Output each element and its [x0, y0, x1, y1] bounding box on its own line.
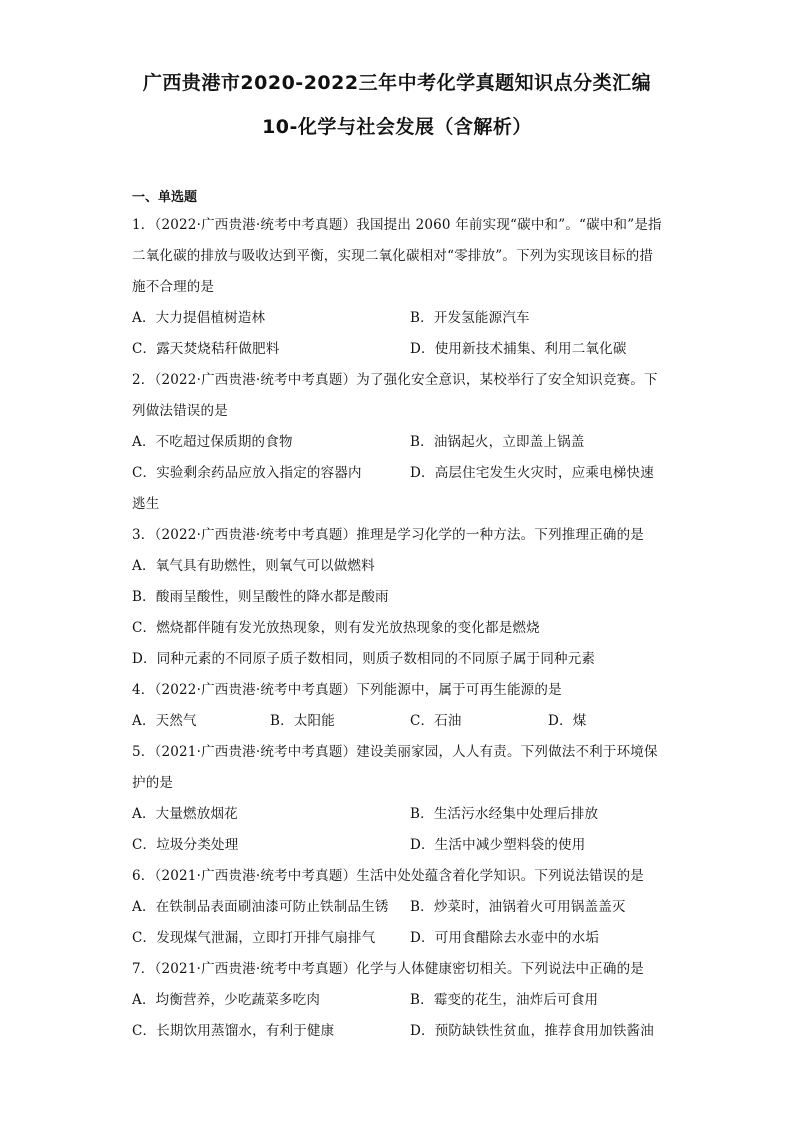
q5-option-a: A．大量燃放烟花: [132, 806, 238, 822]
q3-option-b: B．酸雨呈酸性，则呈酸性的降水都是酸雨: [132, 589, 389, 605]
q7-option-a: A．均衡营养，少吃蔬菜多吃肉: [132, 992, 321, 1008]
q1-option-b: B．开发氢能源汽车: [410, 310, 530, 326]
q4-stem-line-1: 4．（2022·广西贵港·统考中考真题）下列能源中，属于可再生能源的是: [132, 682, 562, 698]
q3-option-c: C．燃烧都伴随有发光放热现象，则有发光放热现象的变化都是燃烧: [132, 620, 540, 636]
q5-stem-line-2: 护的是: [132, 775, 174, 791]
q7-option-b: B．霉变的花生，油炸后可食用: [410, 992, 599, 1008]
q2-option-b: B．油锅起火，立即盖上锅盖: [410, 434, 585, 450]
q1-stem-line-1: 1．（2022·广西贵港·统考中考真题）我国提出 2060 年前实现“碳中和”。“碳中和”是指: [132, 217, 662, 233]
title-line-2: 10-化学与社会发展（含解析）: [262, 116, 532, 138]
q6-stem-line-1: 6．（2021·广西贵港·统考中考真题）生活中处处蕴含着化学知识。下列说法错误的是: [132, 868, 644, 884]
title-line-1: 广西贵港市2020-2022三年中考化学真题知识点分类汇编: [142, 72, 652, 94]
q6-option-a: A．在铁制品表面刷油漆可防止铁制品生锈: [132, 899, 389, 915]
q5-option-b: B．生活污水经集中处理后排放: [410, 806, 599, 822]
section-heading: 一、单选题: [132, 190, 198, 205]
q2-stem-line-2: 列做法错误的是: [132, 403, 228, 419]
q1-option-c: C．露天焚烧秸秆做肥料: [132, 341, 280, 357]
q5-option-d: D．生活中减少塑料袋的使用: [410, 837, 586, 853]
q4-option-d: D．煤: [548, 713, 587, 729]
q7-option-c: C．长期饮用蒸馏水，有利于健康: [132, 1023, 335, 1039]
q1-stem-line-2: 二氧化碳的排放与吸收达到平衡，实现二氧化碳相对“零排放”。下列为实现该目标的措: [132, 248, 654, 264]
q3-option-d: D．同种元素的不同原子质子数相同，则质子数相同的不同原子属于同种元素: [132, 651, 596, 667]
q7-option-d: D．预防缺铁性贫血，推荐食用加铁酱油: [410, 1023, 654, 1039]
q4-option-b: B．太阳能: [270, 713, 335, 729]
q1-option-a: A．大力提倡植树造林: [132, 310, 266, 326]
q7-stem-line-1: 7．（2021·广西贵港·统考中考真题）化学与人体健康密切相关。下列说法中正确的是: [132, 961, 644, 977]
q3-stem-line-1: 3．（2022·广西贵港·统考中考真题）推理是学习化学的一种方法。下列推理正确的是: [132, 527, 644, 543]
q6-option-c: C．发现煤气泄漏，立即打开排气扇排气: [132, 930, 376, 946]
q1-stem-line-3: 施不合理的是: [132, 279, 215, 295]
q2-stem-line-1: 2．（2022·广西贵港·统考中考真题）为了强化安全意识，某校举行了安全知识竞赛。下: [132, 372, 658, 388]
q6-option-b: B．炒菜时，油锅着火可用锅盖盖灭: [410, 899, 626, 915]
q1-option-d: D．使用新技术捕集、利用二氧化碳: [410, 341, 627, 357]
q5-stem-line-1: 5．（2021·广西贵港·统考中考真题）建设美丽家园，人人有责。下列做法不利于环境保: [132, 744, 658, 760]
q3-option-a: A．氧气具有助燃性，则氧气可以做燃料: [132, 558, 375, 574]
q5-option-c: C．垃圾分类处理: [132, 837, 239, 853]
q2-option-c: C．实验剩余药品应放入指定的容器内: [132, 465, 362, 481]
q4-option-c: C．石油: [410, 713, 462, 729]
q2-option-a: A．不吃超过保质期的食物: [132, 434, 293, 450]
q2-option-d-continuation: 逃生: [132, 496, 160, 512]
q4-option-a: A．天然气: [132, 713, 197, 729]
q2-option-d: D．高层住宅发生火灾时，应乘电梯快速: [410, 465, 654, 481]
q6-option-d: D．可用食醋除去水壶中的水垢: [410, 930, 600, 946]
